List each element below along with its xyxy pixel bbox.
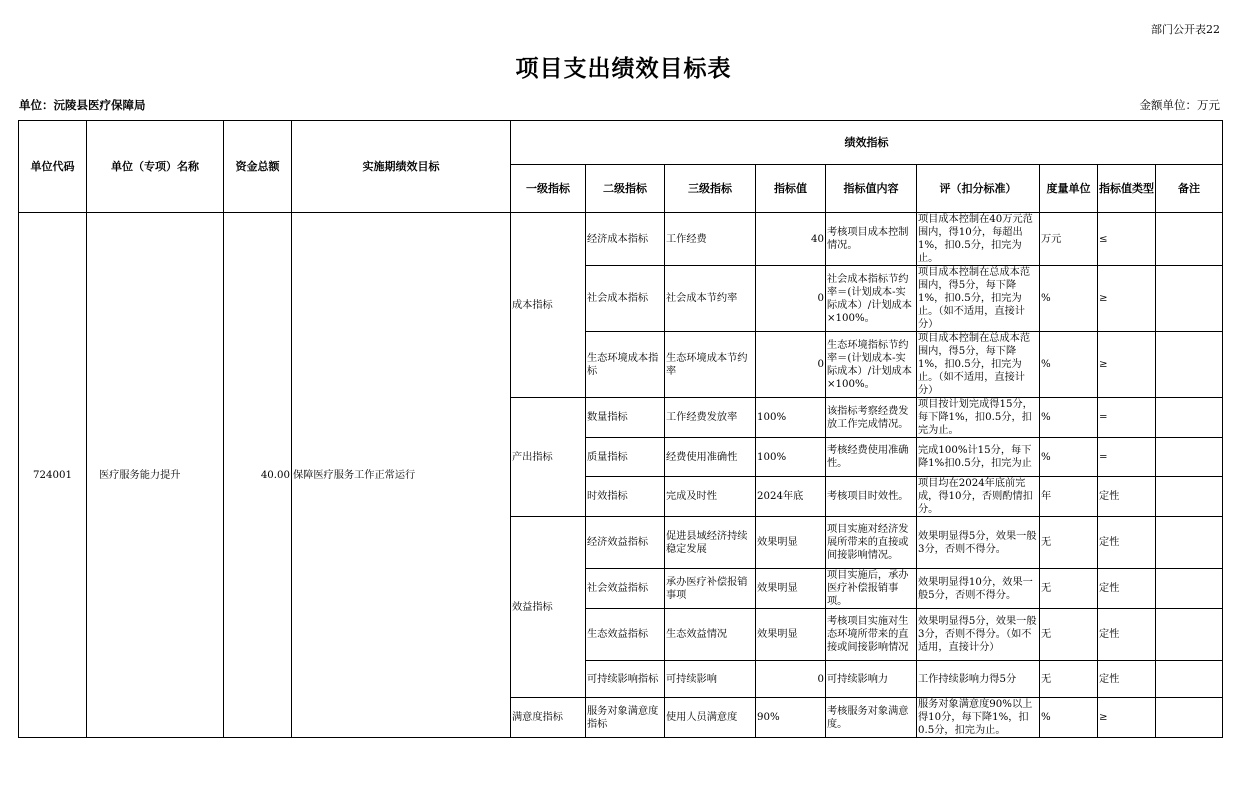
- content-text: 项目实施对经济发展所带来的直接或间接影响情况。: [827, 524, 909, 561]
- type-cell: 定性: [1098, 477, 1156, 517]
- scoring-cell: [917, 213, 1040, 266]
- header-indicators: 绩效指标: [511, 121, 1223, 165]
- content-cell: [826, 398, 917, 438]
- level2-cell: 经济效益指标: [586, 517, 665, 569]
- fund-total-cell: 40.00: [224, 213, 292, 738]
- level2-cell: 社会效益指标: [586, 569, 665, 609]
- level3-cell: 促进县域经济持续稳定发展: [665, 517, 756, 569]
- remark-cell: [1156, 661, 1223, 698]
- unit-code-cell: 724001: [19, 213, 87, 738]
- scoring-text: 项目按计划完成得15分，每下降1%，扣0.5分，扣完为止。: [918, 399, 1033, 436]
- value-cell: 40: [756, 213, 826, 266]
- remark-cell: [1156, 477, 1223, 517]
- remark-cell: [1156, 398, 1223, 438]
- header-value-type: 指标值类型: [1098, 165, 1156, 213]
- scoring-text: 项目均在2024年底前完成，得10分，否则酌情扣分。: [918, 478, 1033, 515]
- type-cell: 定性: [1098, 609, 1156, 661]
- remark-cell: [1156, 609, 1223, 661]
- level1-output-cell: 产出指标: [511, 398, 586, 517]
- content-cell: [826, 266, 917, 332]
- header-level1: 一级指标: [511, 165, 586, 213]
- content-text: 项目实施后，承办医疗补偿报销事项。: [827, 570, 909, 607]
- level3-cell: 完成及时性: [665, 477, 756, 517]
- value-cell: 100%: [756, 438, 826, 477]
- header-goal: 实施期绩效目标: [292, 121, 511, 213]
- level3-cell: 可持续影响: [665, 661, 756, 698]
- value-cell: 效果明显: [756, 609, 826, 661]
- goal-cell: 保障医疗服务工作正常运行: [292, 213, 511, 738]
- scoring-cell: [917, 609, 1040, 661]
- scoring-cell: [917, 517, 1040, 569]
- value-cell: 0: [756, 661, 826, 698]
- type-cell: =: [1098, 398, 1156, 438]
- scoring-cell: [917, 398, 1040, 438]
- level2-cell: 服务对象满意度指标: [586, 698, 665, 738]
- content-text: 生态环境指标节约率＝(计划成本-实际成本）/计划成本×100%。: [827, 339, 912, 390]
- scoring-text: 效果明显得5分，效果一般3分，否则不得分。: [918, 530, 1037, 555]
- content-cell: [826, 698, 917, 738]
- level2-cell: 生态效益指标: [586, 609, 665, 661]
- level1-satisfaction-cell: 满意度指标: [511, 698, 586, 738]
- type-cell: ≤: [1098, 213, 1156, 266]
- scoring-cell: [917, 661, 1040, 698]
- level2-cell: 质量指标: [586, 438, 665, 477]
- unit-cell: 无: [1040, 661, 1098, 698]
- level3-cell: 社会成本节约率: [665, 266, 756, 332]
- header-measure-unit: 度量单位: [1040, 165, 1098, 213]
- level3-cell: 工作经费: [665, 213, 756, 266]
- header-unit-code: 单位代码: [19, 121, 87, 213]
- performance-table: [18, 120, 1223, 738]
- scoring-cell: [917, 332, 1040, 398]
- table-number-label: 部门公开表22: [1151, 23, 1220, 36]
- content-cell: [826, 661, 917, 698]
- unit-cell: %: [1040, 438, 1098, 477]
- scoring-text: 工作持续影响力得5分: [918, 673, 1017, 685]
- remark-cell: [1156, 266, 1223, 332]
- level1-benefit-cell: 效益指标: [511, 517, 586, 698]
- content-cell: [826, 213, 917, 266]
- type-cell: 定性: [1098, 661, 1156, 698]
- unit-cell: %: [1040, 398, 1098, 438]
- unit-cell: %: [1040, 698, 1098, 738]
- unit-name-cell: 医疗服务能力提升: [87, 213, 224, 738]
- content-cell: [826, 332, 917, 398]
- content-text: 考核服务对象满意度。: [827, 705, 909, 730]
- remark-cell: [1156, 438, 1223, 477]
- level2-cell: 社会成本指标: [586, 266, 665, 332]
- unit-cell: 无: [1040, 609, 1098, 661]
- level3-cell: 经费使用准确性: [665, 438, 756, 477]
- remark-cell: [1156, 332, 1223, 398]
- header-value-content: 指标值内容: [826, 165, 917, 213]
- content-cell: [826, 517, 917, 569]
- content-cell: [826, 438, 917, 477]
- type-cell: 定性: [1098, 517, 1156, 569]
- scoring-text: 服务对象满意度90%以上得10分，每下降1%，扣0.5分，扣完为止。: [918, 699, 1033, 736]
- level3-cell: 生态环境成本节约率: [665, 332, 756, 398]
- type-cell: ≥: [1098, 266, 1156, 332]
- level3-cell: 使用人员满意度: [665, 698, 756, 738]
- value-cell: 效果明显: [756, 569, 826, 609]
- type-cell: ≥: [1098, 698, 1156, 738]
- scoring-cell: [917, 438, 1040, 477]
- table-row: [19, 213, 1223, 266]
- value-cell: 0: [756, 332, 826, 398]
- content-text: 考核经费使用准确性。: [827, 445, 909, 469]
- header-unit-name: 单位（专项）名称: [87, 121, 224, 213]
- unit-cell: %: [1040, 332, 1098, 398]
- header-level2: 二级指标: [586, 165, 665, 213]
- level2-cell: 可持续影响指标: [586, 661, 665, 698]
- level3-cell: 生态效益情况: [665, 609, 756, 661]
- header-value: 指标值: [756, 165, 826, 213]
- content-text: 考核项目成本控制情况。: [827, 227, 909, 251]
- scoring-text: 项目成本控制在总成本范围内，得5分，每下降1%，扣0.5分，扣完为止。（如不适用，直接计分）: [918, 267, 1031, 330]
- value-cell: 效果明显: [756, 517, 826, 569]
- unit-cell: 无: [1040, 569, 1098, 609]
- unit-cell: 万元: [1040, 213, 1098, 266]
- remark-cell: [1156, 569, 1223, 609]
- level2-cell: 数量指标: [586, 398, 665, 438]
- unit-cell: %: [1040, 266, 1098, 332]
- level2-cell: 生态环境成本指标: [586, 332, 665, 398]
- value-cell: 100%: [756, 398, 826, 438]
- level2-cell: 时效指标: [586, 477, 665, 517]
- remark-cell: [1156, 213, 1223, 266]
- amount-unit-label: 金额单位：万元: [1139, 98, 1220, 112]
- scoring-text: 效果明显得10分，效果一般5分，否则不得分。: [918, 576, 1033, 601]
- header-scoring: 评（扣分标准）: [917, 165, 1040, 213]
- unit-cell: 年: [1040, 477, 1098, 517]
- page-title: 项目支出绩效目标表: [515, 56, 732, 82]
- content-cell: [826, 477, 917, 517]
- content-text: 该指标考察经费发放工作完成情况。: [827, 405, 909, 430]
- unit-label: 单位：沅陵县医疗保障局: [19, 98, 146, 112]
- level3-cell: 承办医疗补偿报销事项: [665, 569, 756, 609]
- content-cell: [826, 609, 917, 661]
- value-cell: 0: [756, 266, 826, 332]
- scoring-cell: [917, 477, 1040, 517]
- content-cell: [826, 569, 917, 609]
- content-text: 社会成本指标节约率＝(计划成本-实际成本）/计划成本×100%。: [827, 273, 912, 324]
- remark-cell: [1156, 517, 1223, 569]
- level3-cell: 工作经费发放率: [665, 398, 756, 438]
- value-cell: 90%: [756, 698, 826, 738]
- scoring-text: 效果明显得5分，效果一般3分，否则不得分。（如不适用，直接计分）: [918, 616, 1037, 653]
- level1-cost-cell: 成本指标: [511, 213, 586, 398]
- header-level3: 三级指标: [665, 165, 756, 213]
- value-cell: 2024年底: [756, 477, 826, 517]
- scoring-text: 项目成本控制在总成本范围内，得5分，每下降1%，扣0.5分，扣完为止。（如不适用，直接计分）: [918, 333, 1031, 396]
- scoring-cell: [917, 569, 1040, 609]
- header-remark: 备注: [1156, 165, 1223, 213]
- type-cell: =: [1098, 438, 1156, 477]
- content-text: 考核项目实施对生态环境所带来的直接或间接影响情况: [827, 616, 909, 653]
- scoring-text: 项目成本控制在40万元范围内，得10分，每超出1%，扣0.5分，扣完为止。: [918, 214, 1033, 264]
- content-text: 考核项目时效性。: [827, 491, 909, 502]
- type-cell: ≥: [1098, 332, 1156, 398]
- type-cell: 定性: [1098, 569, 1156, 609]
- scoring-text: 完成100%计15分，每下降1%扣0.5分，扣完为止: [918, 445, 1032, 469]
- level2-cell: 经济成本指标: [586, 213, 665, 266]
- content-text: 可持续影响力: [827, 673, 889, 685]
- scoring-cell: [917, 266, 1040, 332]
- scoring-cell: [917, 698, 1040, 738]
- unit-cell: 无: [1040, 517, 1098, 569]
- header-fund-total: 资金总额: [224, 121, 292, 213]
- remark-cell: [1156, 698, 1223, 738]
